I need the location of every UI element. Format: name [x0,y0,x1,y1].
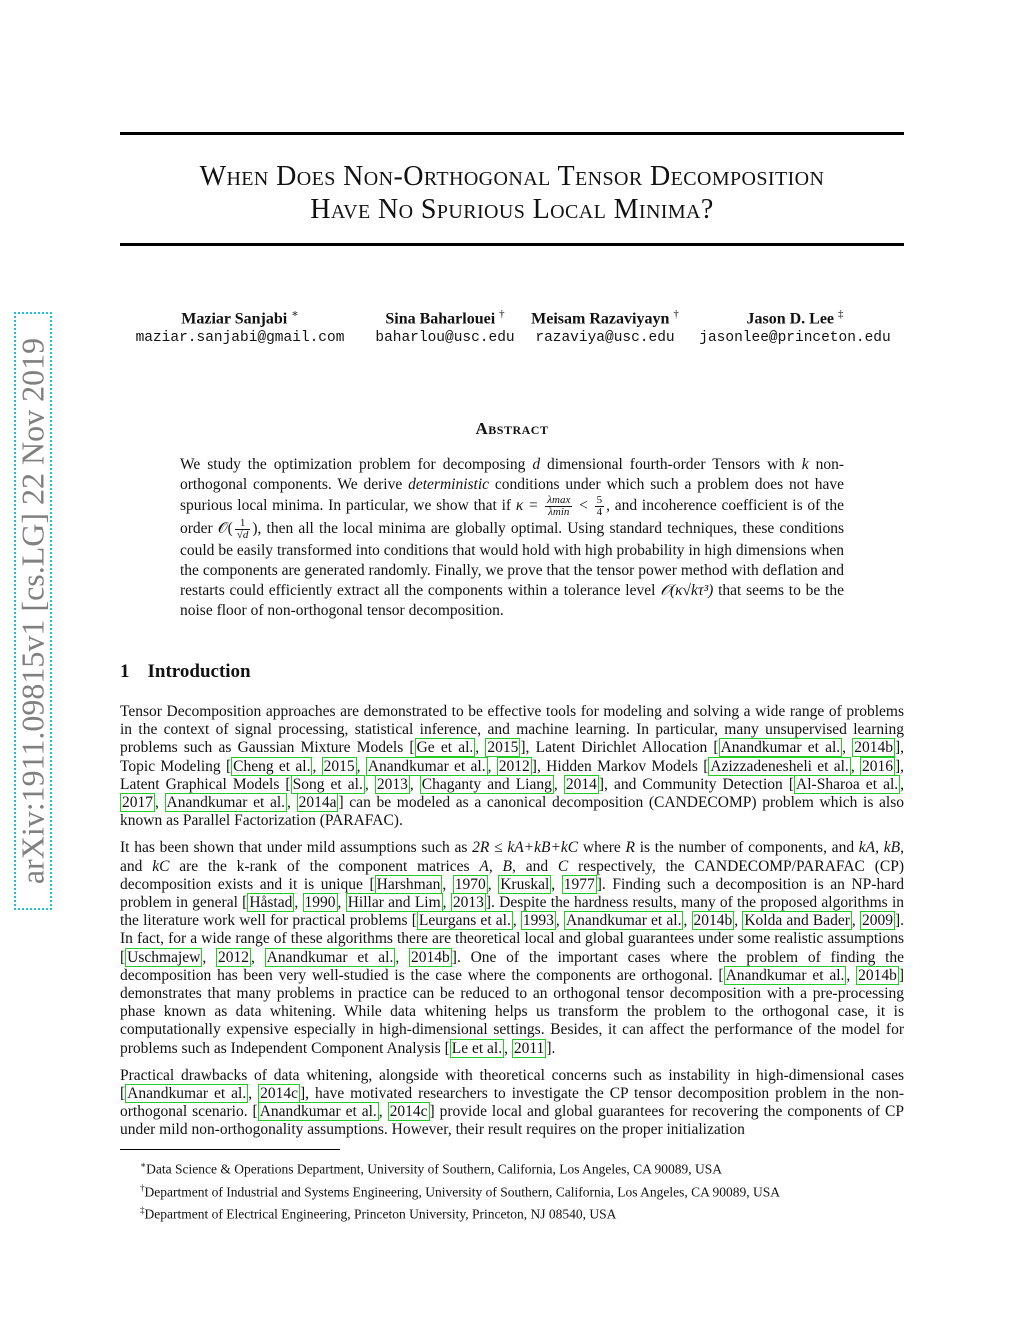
body-text: ], Topic Modeling [ [120,739,905,775]
body-text: , [442,894,451,912]
author-email[interactable]: baharlou@usc.edu [375,330,515,347]
author-email[interactable]: razaviya@usc.edu [535,330,675,347]
body-text: , [409,775,420,793]
citation[interactable]: 2014a [298,794,337,812]
body-text: where [578,839,626,857]
citation[interactable]: 2011 [513,1039,545,1057]
citation[interactable]: Harshman [376,875,441,893]
body-text: ], have motivated researchers to investigate the CP tensor decomposition problem in the non-orthogonal scenario. [ [120,1085,905,1121]
author-email[interactable]: maziar.sanjabi@gmail.com [135,330,345,347]
author-email[interactable]: jasonlee@princeton.edu [699,330,891,347]
body-text: , [842,739,853,757]
body-text: ] demonstrates that many problems in practice can be reduced to an orthogonal tensor decomposition with a pre-processing phase known as data whitening. While data whitening helps us transform the problem to the orthogonal case, it is computationally expensive especially in high-dimensional settings. Besides, it can affect the performance of the model for problems such as Independent Component Analysis [ [120,966,904,1057]
fraction-five-fourths [595,495,605,518]
body-text: , [555,912,564,930]
body-text: It has been shown that under mild assumptions such as [120,839,473,857]
citation[interactable]: 2014c [389,1103,428,1121]
introduction-body [120,703,904,1149]
body-text: respectively, the CANDECOMP/PARAFAC (CP) decomposition exists and it is unique [ [120,857,904,893]
math-inline: A, B [479,857,513,875]
body-text: , [312,757,322,775]
body-text: , [442,875,453,893]
body-text: ], Latent Graphical Models [ [120,757,905,793]
citation[interactable]: Cheng et al. [233,757,311,775]
citation[interactable]: 1993 [522,912,554,930]
citation[interactable]: 2014 [565,775,597,793]
body-text: , [202,948,216,966]
citation[interactable]: 1970 [454,875,486,893]
citation[interactable]: Anandkumar et al. [565,912,682,930]
math-inline: R [625,839,635,857]
abstract-text: that seems to be the noise floor of non-orthogonal tensor decomposition. [180,582,844,619]
body-text: , [487,757,497,775]
citation[interactable]: Al-Sharoa et al. [796,775,899,793]
section-title: Introduction [147,661,251,682]
author-name: Maziar Sanjabi [181,310,288,328]
author-4 [695,305,895,348]
math-inline: 2R ≤ kA+kB+kC [472,839,579,857]
body-text: , [846,966,857,984]
abstract-text: non-orthogonal components. We derive [180,456,844,493]
body-text: , [251,948,265,966]
emphasis: deterministic [408,476,490,493]
frac-denominator: λmin [548,506,570,518]
body-text: ]. One of the important cases where the problem of finding the decomposition has been very well-studied is the case where the components are orthogonal. [ [120,948,905,984]
math-tolerance: 𝒪(κ√kτ³) [660,582,714,599]
footnote-mark: ∗ [140,1160,147,1170]
abstract-text: We study the optimization problem for decomposing [180,456,533,473]
frac-denominator: 4 [596,506,603,518]
body-text: , [395,948,410,966]
footnote-text: Department of Industrial and Systems Engineering, University of Southern, California, Los Angeles, CA 90089, USA [144,1184,781,1199]
title-line-2: Have No Spurious Local Minima? [310,194,714,225]
citation[interactable]: 2013 [452,894,484,912]
citation[interactable]: Håstad [249,894,293,912]
citation[interactable]: 2012 [498,757,530,775]
fraction-lambda [545,495,572,518]
citation[interactable]: 2014b [854,739,893,757]
frac-numerator: 1 [235,518,251,530]
paragraph-3 [120,1067,904,1140]
body-text: , [683,912,692,930]
author-2 [355,305,535,348]
paragraph-1 [120,703,904,830]
body-text: ]. Despite the hardness results, many of the proposed algorithms in the literature work well for practical problems [ [120,894,905,930]
body-text: , [475,739,486,757]
body-text: , [512,912,521,930]
affiliation-mark: † [499,308,505,320]
math-inline: C [557,857,569,875]
citation[interactable]: Chaganty and Liang [421,775,552,793]
body-text: , [851,912,860,930]
body-text: ], Latent Dirichlet Allocation [ [520,739,719,757]
citation[interactable]: Kolda and Bader [744,912,850,930]
citation[interactable]: Song et al. [292,775,363,793]
footnote-rule [120,1149,340,1150]
citation[interactable]: 2014b [693,912,733,930]
frac-denominator: √d [236,529,249,541]
title-rule-bottom [120,243,904,246]
citation[interactable]: 2013 [376,775,408,793]
citation[interactable]: Ge et al. [416,739,474,757]
citation[interactable]: 1990 [304,894,336,912]
footnote-2 [120,1179,904,1202]
math-order-close: ) [252,520,258,538]
abstract-text: , and incoherence coefficient is of the order [180,497,844,538]
footnote-mark: ‡ [140,1205,145,1215]
affiliation-mark: ∗ [291,308,299,320]
citation[interactable]: Hillar and Lim [347,894,441,912]
paper-title [120,160,904,226]
abstract-heading: Abstract [475,419,549,438]
author-1 [120,305,360,348]
affiliation-mark: † [673,308,679,320]
body-text: , [504,1039,512,1057]
math-inline: kC [152,857,170,875]
body-text: ] can be modeled as a canonical decomposition (CANDECOMP) problem which is also known as Parallel Factorization (PARAFAC). [120,794,905,830]
footnote-mark: † [140,1182,145,1193]
arxiv-id: arXiv:1911.09815v1 [cs.LG] 22 Nov 2019 [14,337,51,885]
body-text: Tensor Decomposition approaches are demonstrated to be effective tools for modeling and solving a wide range of problems in the context of signal processing, statistical inference, and machine learning. In particular, many unsupervised learning problems such as Gaussian Mixture Models [ [120,703,904,757]
body-text: ]. Finding such a decomposition is an NP-hard problem in general [ [120,875,904,912]
body-text: , [248,1085,259,1103]
fraction-one-over-sqrt-d [235,518,251,541]
frac-numerator: 5 [596,494,603,506]
body-text: ] provide local and global guarantees for recovering the components of CP under mild non-orthogonality assumptions. However, their result requires on the proper initialization [120,1103,904,1139]
math-d: d [532,456,541,473]
citation[interactable]: 2015 [323,757,355,775]
citation[interactable]: Anandkumar et al. [367,757,486,775]
body-text: is the number of components, and [634,839,859,857]
body-text: , [900,775,905,793]
body-text: , [850,757,860,775]
paragraph-2 [120,839,904,1057]
footnote-text: Department of Electrical Engineering, Princeton University, Princeton, NJ 08540, USA [144,1206,617,1222]
body-text: ], and Community Detection [ [598,775,795,793]
author-name: Sina Baharlouei [385,310,496,328]
citation[interactable]: Anandkumar et al. [166,794,286,812]
citation[interactable]: 2015 [487,739,519,757]
citation[interactable]: Anandkumar et al. [259,1103,377,1121]
body-text: , [294,894,303,912]
math-order: 𝒪( [217,520,233,538]
abstract-body [180,455,844,621]
author-3 [520,305,690,348]
body-text: ], Hidden Markov Models [ [531,757,709,775]
body-text: , [378,1103,388,1121]
title-line-1: When Does Non-Orthogonal Tensor Decomposition [199,161,825,192]
citation[interactable]: Kruskal [500,875,550,893]
body-text: , [551,875,562,893]
body-text: , [364,775,375,793]
citation[interactable]: Leurgans et al. [418,912,511,930]
body-text: , [337,894,346,912]
math-lt: < [574,497,593,515]
body-text: , [734,912,743,930]
body-text: ]. [546,1039,556,1057]
body-text: , [356,757,366,775]
author-name: Meisam Razaviyayn [531,310,670,328]
body-text: ]. In fact, for a wide range of these algorithms there are theoretical local and global guarantees under some realistic assumptions [ [120,912,905,966]
citation[interactable]: Anandkumar et al. [720,739,841,757]
citation[interactable]: Anandkumar et al. [127,1085,247,1103]
abstract-text: dimensional fourth-order Tensors with [540,456,802,473]
footnote-3 [120,1201,904,1224]
citation[interactable]: 2014b [858,966,897,984]
citation[interactable]: 2014c [260,1085,298,1103]
math-inline: kA, kB [858,839,901,857]
citation[interactable]: Le et al. [451,1039,503,1057]
frac-numerator: λmax [547,494,571,506]
math-k: k [801,456,809,473]
body-text: , [553,775,564,793]
footnote-text: Data Science & Operations Department, University of Southern, California, Los Angeles, CA 90089, USA [146,1161,723,1177]
math-kappa: κ = [515,497,544,515]
body-text: Practical drawbacks of data whitening, alongside with theoretical concerns such as instability in high-dimensional cases [ [120,1066,904,1103]
citation[interactable]: Uschmajew [127,948,201,966]
body-text: , and [120,839,904,875]
citation[interactable]: 2017 [122,794,153,812]
footnotes [120,1149,904,1224]
body-text: , and [512,857,558,875]
affiliation-mark: ‡ [838,308,844,320]
citation[interactable]: 1977 [563,875,595,893]
section-heading-introduction [120,661,251,683]
section-number: 1 [120,661,130,682]
body-text: , [287,794,297,812]
citation[interactable]: Anandkumar et al. [725,966,845,984]
body-text: , [155,794,165,812]
citation[interactable]: 2012 [218,948,249,966]
author-name: Jason D. Lee [746,310,835,328]
body-text: , [487,875,499,893]
title-rule-top [120,132,904,135]
citation[interactable]: Azizzadenesheli et al. [710,757,849,775]
footnote-1 [120,1156,904,1179]
citation[interactable]: Anandkumar et al. [266,948,394,966]
arxiv-sidebar-stamp[interactable] [14,312,52,910]
abstract-text: conditions under which such a problem does not have spurious local minima. In particular, we show that if [180,476,844,515]
abstract-text: , then all the local minima are globally optimal. Using standard techniques, these conditions could be easily transformed into conditions that would hold with high probability in high dimensions when the components are generated randomly. Finally, we prove that the tensor power method with deflation and restarts could efficiently extract all the components within a tolerance level [180,520,845,599]
citation[interactable]: 2014b [411,948,450,966]
citation[interactable]: 2009 [861,912,893,930]
citation[interactable]: 2016 [862,757,893,775]
body-text: are the k-rank of the component matrices [169,857,480,875]
